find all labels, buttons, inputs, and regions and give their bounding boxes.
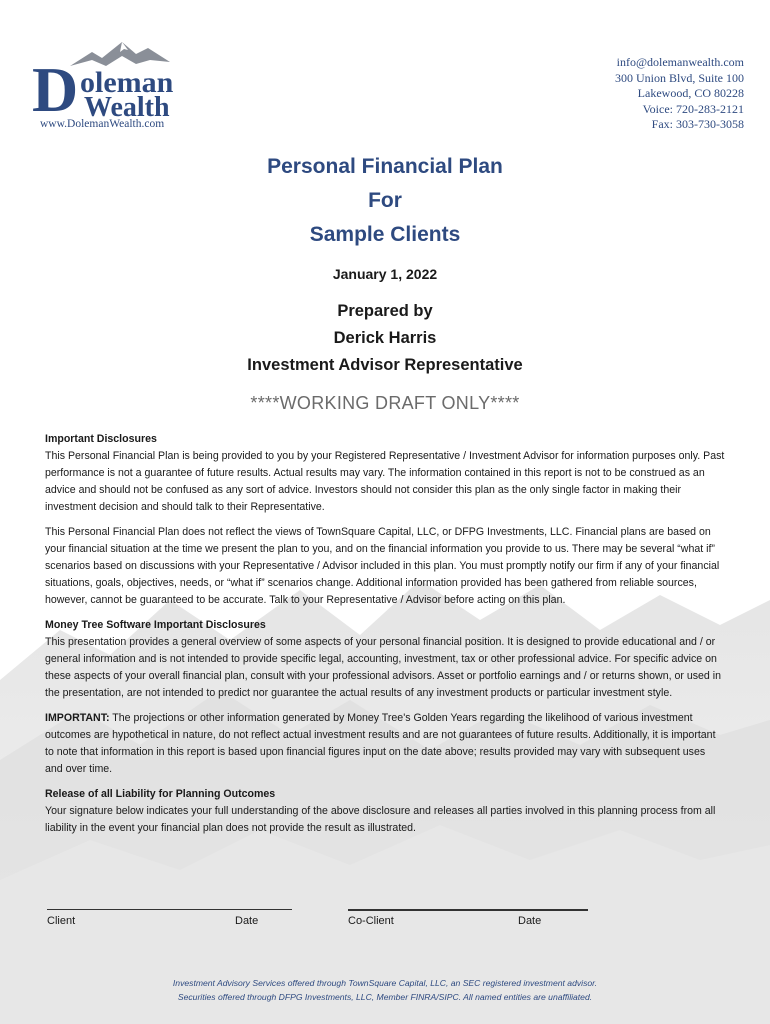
logo-name-line2: Wealth: [84, 92, 170, 123]
footer-line2: Securities offered through DFPG Investments, LLC, Member FINRA/SIPC. All named entities are unaffiliated.: [177, 992, 593, 1002]
important-label: IMPORTANT:: [45, 712, 110, 724]
coclient-signature-line[interactable]: [348, 909, 588, 911]
important-text: The projections or other information generated by Money Tree's Golden Years regarding the likelihood of various investment outcomes are hypothetical in nature, do not reflect actual investment results and are not guarantees of future results. Additionally, it is important to note that information in this report is based upon financial figures input on the date above; results provided may vary with subsequent uses and over time.: [45, 712, 716, 775]
client-label: Client: [47, 915, 76, 927]
release-paragraph: Your signature below indicates your full understanding of the above disclosure and releases all parties involved in this planning process from all liability in the event your financial plan does not provide the result as illustrated.: [45, 805, 716, 834]
coclient-label: Co-Client: [348, 915, 394, 927]
client-signature-line[interactable]: [47, 909, 292, 910]
title-line3: Sample Clients: [309, 223, 461, 246]
advisor-name: Derick Harris: [333, 329, 437, 347]
contact-address-line1: 300 Union Blvd, Suite 100: [614, 70, 744, 85]
logo-initial: D: [32, 54, 79, 125]
contact-voice: Voice: 720-283-2121: [642, 101, 744, 116]
logo-name-line1: oleman: [80, 66, 174, 99]
disclosures-paragraph-1: This Personal Financial Plan is being provided to you by your Registered Representative / Investment Advisor for information purposes only. Past performance is not a guarantee of future results. Actual results may vary. The information contained in this report is not to be construed as an advice and should not be confused as any sort of advice. Investors should not consider this plan as the only single factor in making their investment decision and should talk to their Representative.: [45, 450, 725, 513]
moneytree-heading: Money Tree Software Important Disclosures: [45, 619, 266, 631]
moneytree-paragraph-1: This presentation provides a general overview of some aspects of your personal financial position. It is designed to provide educational and / or general information and is not intended to provide specific legal, accounting, investment, tax or other professional advice. For specific advice on these aspects of your overall financial plan, consult with your professional advisors. Asset or portfolio earnings and / or returns shown, or used in the presentation, are not intended to predict nor guarantee the actual results of any investment products or particular investment style.: [45, 636, 722, 699]
coclient-date-label: Date: [518, 915, 542, 927]
client-date-label: Date: [235, 915, 259, 927]
release-heading: Release of all Liability for Planning Outcomes: [45, 788, 276, 800]
contact-fax: Fax: 303-730-3058: [651, 117, 744, 131]
contact-address-line2: Lakewood, CO 80228: [637, 86, 744, 100]
disclosures-body: [45, 431, 725, 837]
contact-info: [615, 55, 744, 133]
disclosures-heading: Important Disclosures: [45, 433, 157, 445]
title-line2: For: [368, 189, 402, 212]
contact-email[interactable]: info@dolemanwealth.com: [616, 55, 744, 69]
prepared-by-block: [0, 298, 770, 379]
plan-title: [0, 150, 770, 252]
prepared-by-label: Prepared by: [337, 302, 433, 320]
title-line1: Personal Financial Plan: [267, 155, 503, 178]
disclosures-paragraph-2: This Personal Financial Plan does not reflect the views of TownSquare Capital, LLC, or DFPG Investments, LLC. Financial plans are based on your financial situation at the time we present the plan to you, and on the financial information you provide to us. There may be several “what if” scenarios based on discussions with your Representative / Advisor included in this plan. You must promptly notify our firm if any of your financial situations, goals, objectives, needs, or “what if” scenarios change. Additional information provided has been gathered from reliable sources, however, cannot be guaranteed to be accurate. Talk to your Representative / Advisor before acting on this plan.: [45, 526, 720, 606]
website-url[interactable]: www.DolemanWealth.com: [40, 118, 165, 130]
draft-notice: ****WORKING DRAFT ONLY****: [250, 393, 520, 413]
important-paragraph: [45, 710, 725, 778]
footer-disclaimer: [0, 976, 770, 1004]
footer-line1: Investment Advisory Services offered through TownSquare Capital, LLC, an SEC registered investment advisor.: [172, 978, 598, 988]
advisor-title: Investment Advisor Representative: [247, 356, 523, 374]
plan-date: January 1, 2022: [332, 266, 438, 282]
company-logo: [30, 38, 210, 138]
